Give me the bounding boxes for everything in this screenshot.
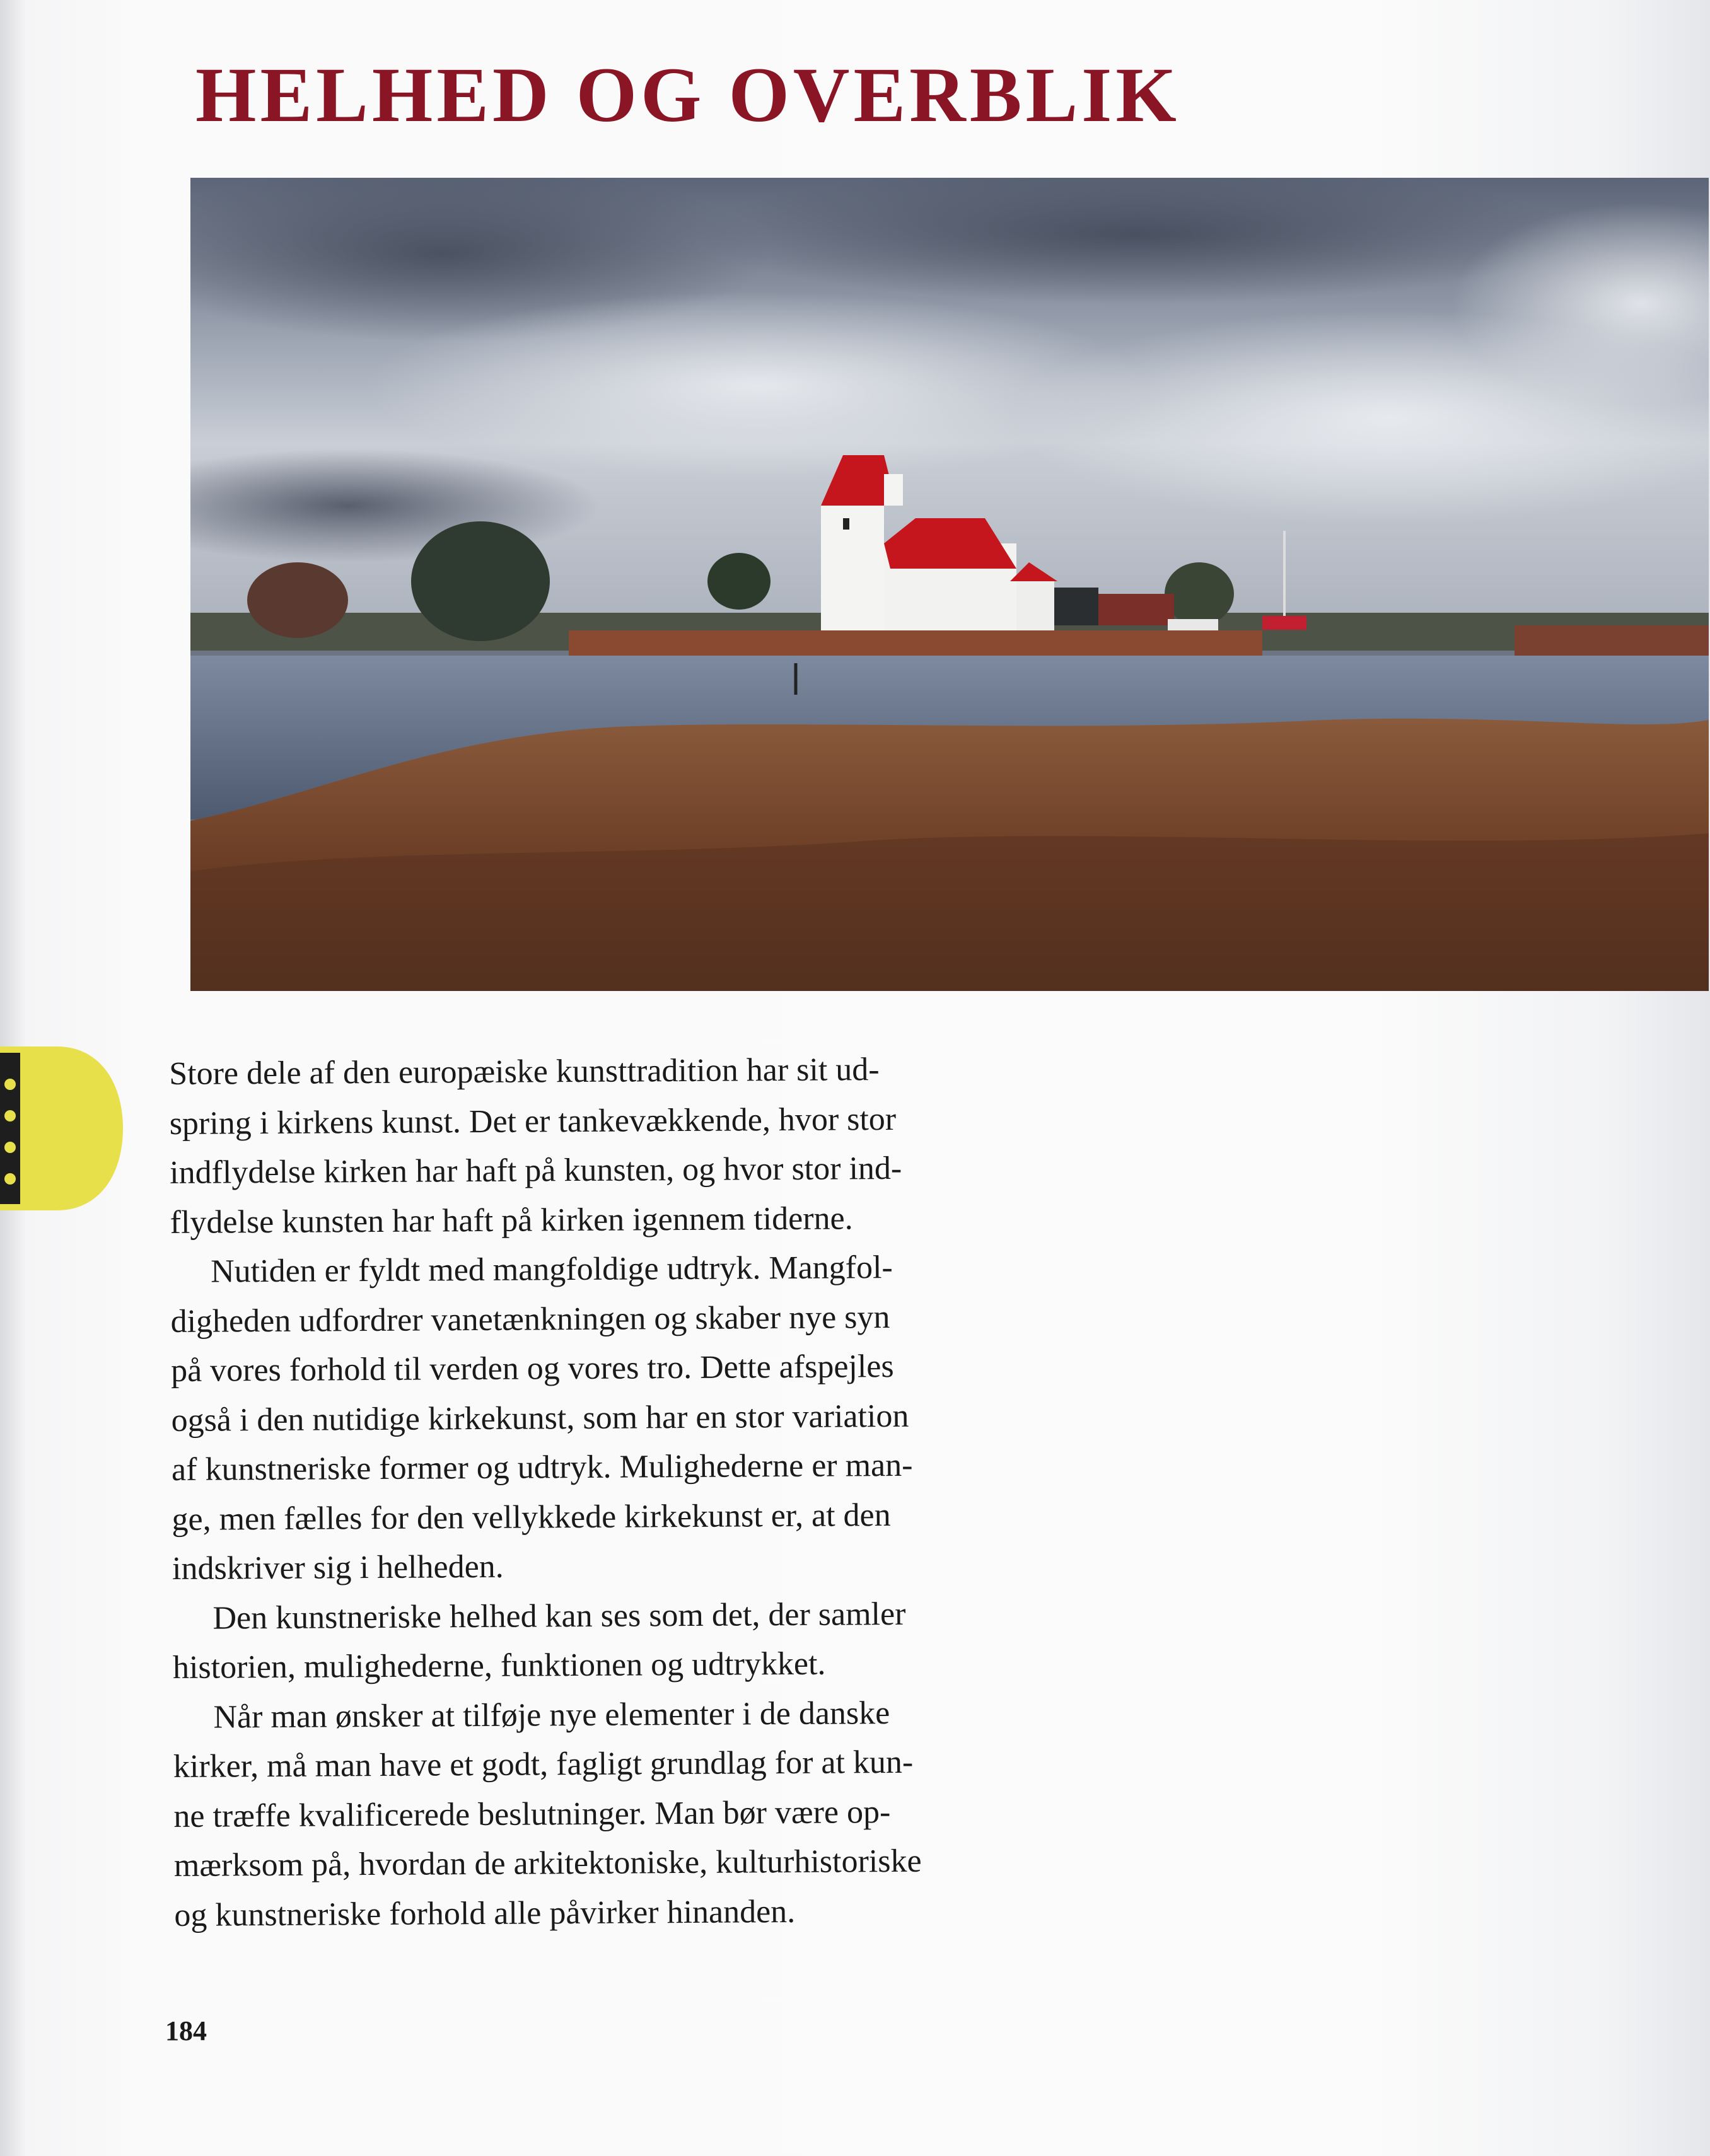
bookmark-clip-icon — [0, 1034, 126, 1223]
body-line: historien, mulighederne, funktionen og udtrykket. — [172, 1645, 826, 1686]
body-line: på vores forhold til verden og vores tro. Dette afspejles — [170, 1348, 894, 1389]
body-line: spring i kirkens kunst. Det er tankevækkende, hvor stor — [169, 1101, 897, 1142]
body-text — [169, 1043, 1171, 1940]
body-line: digheden udfordrer vanetænkningen og skaber nye syn — [170, 1299, 890, 1340]
tree — [247, 562, 348, 638]
page-number: 184 — [165, 2015, 207, 2046]
body-line: mærksom på, hvordan de arkitektoniske, kulturhistoriske — [173, 1843, 922, 1884]
far-reeds — [1515, 625, 1709, 657]
far-reeds — [569, 630, 1262, 656]
page-title: HELHED OG OVERBLIK — [195, 52, 1180, 138]
yellow-clip — [0, 1034, 126, 1223]
tree — [411, 521, 550, 641]
body-line: også i den nutidige kirkekunst, som har en stor variation — [171, 1398, 909, 1439]
body-line: indflydelse kirken har haft på kunsten, og hvor stor ind- — [170, 1150, 902, 1191]
sailboat — [1262, 616, 1306, 630]
body-line: indskriver sig i helheden. — [172, 1548, 504, 1587]
body-line: Nutiden er fyldt med mangfoldige udtryk. Mangfol- — [210, 1249, 893, 1290]
foreground-reeds-shadow — [190, 833, 1709, 991]
church-landscape-image — [190, 178, 1709, 991]
tree — [1165, 562, 1234, 625]
body-line: Den kunstneriske helhed kan ses som det, der samler — [212, 1596, 906, 1637]
body-line: af kunstneriske former og udtryk. Mulighederne er man- — [171, 1447, 913, 1488]
body-line: kirker, må man have et godt, fagligt grundlag for at kun- — [173, 1744, 914, 1785]
body-line: ne træffe kvalificerede beslutninger. Man bør være op- — [173, 1794, 891, 1834]
farm-building — [1098, 594, 1174, 625]
body-line: og kunstneriske forhold alle påvirker hinanden. — [174, 1893, 796, 1933]
boat — [1168, 619, 1218, 632]
landscape-photo — [190, 178, 1709, 991]
tree — [707, 553, 771, 610]
body-line: Når man ønsker at tilføje nye elementer i de danske — [213, 1695, 890, 1736]
body-line: Store dele af den europæiske kunsttradition har sit ud- — [169, 1052, 880, 1092]
body-line: flydelse kunsten har haft på kirken igennem tiderne. — [170, 1200, 853, 1241]
body-line: ge, men fælles for den vellykkede kirkekunst er, at den — [172, 1497, 891, 1538]
